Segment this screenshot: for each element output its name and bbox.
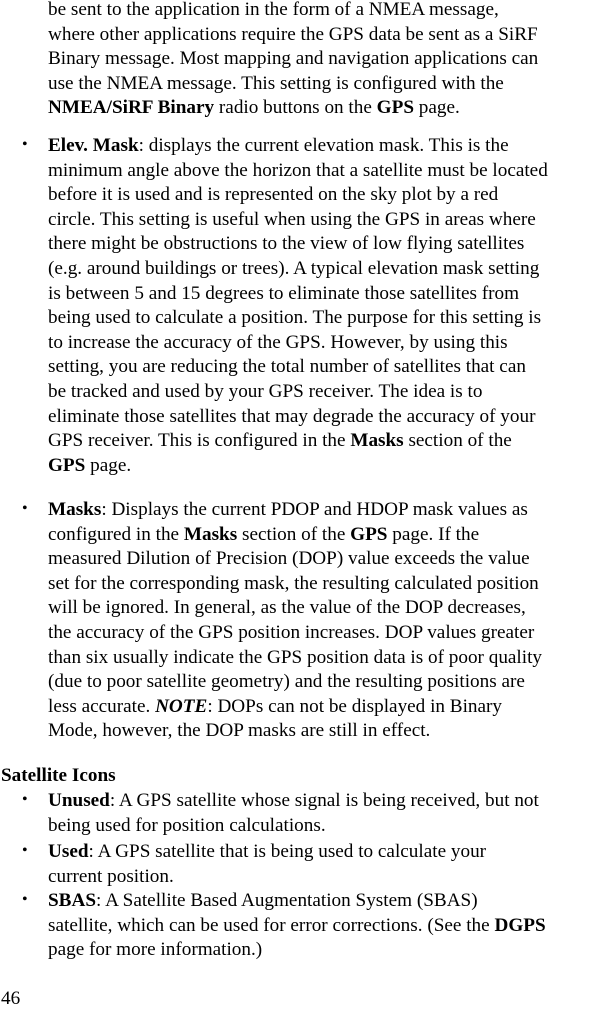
masks-term: Masks <box>48 499 102 520</box>
bullet-icon: • <box>22 500 28 517</box>
used-line: current position. <box>48 865 174 887</box>
gps-term: GPS <box>48 454 86 476</box>
intro-line: be sent to the application in the form of a NMEA message, <box>48 0 499 20</box>
elev-line: be tracked and used by your GPS receiver. The idea is to <box>48 380 483 402</box>
elev-line: (e.g. around buildings or trees). A typical elevation mask setting <box>48 257 540 279</box>
masks-line: the accuracy of the GPS position increases. DOP values greater <box>48 621 535 643</box>
intro-line: Binary message. Most mapping and navigation applications can <box>48 48 539 70</box>
intro-line: where other applications require the GPS data be sent as a SiRF <box>48 23 538 45</box>
elev-line: is between 5 and 15 degrees to eliminate those satellites from <box>48 282 520 304</box>
elev-line: to increase the accuracy of the GPS. However, by using this <box>48 331 508 353</box>
nmea-sirf-term: NMEA/SiRF Binary <box>48 97 215 119</box>
masks-line: than six usually indicate the GPS position data is of poor quality <box>48 646 543 668</box>
unused-item: Unused: A GPS satellite whose signal is being received, but not being used for position calculations. <box>48 789 616 838</box>
elev-mask-term: Elev. Mask <box>48 135 139 156</box>
masks-term: Masks <box>183 523 238 545</box>
used-item: Used: A GPS satellite that is being used to calculate your current position. <box>48 840 616 889</box>
sbas-term: SBAS <box>48 890 96 911</box>
elev-mask-item: Elev. Mask: displays the current elevation mask. This is the minimum angle above the horizon that a satellite must be located before it is used and is represented on the sky plot by a red circle. This setting is useful when using the GPS in areas where there might be obstructions to the view of low flying satellites (e.g. around buildings or trees). A typical elevation mask setting is between 5 and 15 degrees to eliminate those satellites from being used to calculate a position. The purpose for this setting is to increase the accuracy of the GPS. However, by using this setting, you are reducing the total number of satellites that can be tracked and used by your GPS receiver. The idea is to eliminate those satellites that may degrade the accuracy of your GPS receiver. This is configured in the Masks section of the GPS page. <box>48 134 616 478</box>
masks-line: set for the corresponding mask, the resulting calculated position <box>48 572 539 594</box>
masks-term: Masks <box>350 430 404 452</box>
elev-line: minimum angle above the horizon that a satellite must be located <box>48 159 548 181</box>
bullet-icon: • <box>22 891 28 908</box>
gps-term: GPS <box>376 97 414 119</box>
bullet-icon: • <box>22 791 28 808</box>
masks-line: (due to poor satellite geometry) and the resulting positions are <box>48 671 525 693</box>
elev-line: there might be obstructions to the view of low flying satellites <box>48 233 525 255</box>
elev-line: setting, you are reducing the total number of satellites that can <box>48 356 526 378</box>
masks-item: Masks: Displays the current PDOP and HDOP mask values as configured in the Masks section of the GPS page. If the measured Dilution of Precision (DOP) value exceeds the value set for the corresponding mask, the resulting calculated position will be ignored. In general, as the value of the DOP decreases, the accuracy of the GPS position increases. DOP values greater than six usually indicate the GPS position data is of poor quality (due to poor satellite geometry) and the resulting positions are less accurate. NOTE: DOPs can not be displayed in Binary Mode, however, the DOP masks are still in effect. <box>48 498 616 744</box>
unused-line: being used for position calculations. <box>48 814 326 836</box>
unused-term: Unused <box>48 790 110 811</box>
used-term: Used <box>48 841 89 862</box>
sbas-line: page for more information.) <box>48 939 263 961</box>
masks-line: Mode, however, the DOP masks are still in effect. <box>48 720 431 742</box>
note-label: NOTE <box>155 695 208 717</box>
dgps-term: DGPS <box>494 914 546 936</box>
elev-line: being used to calculate a position. The purpose for this setting is <box>48 307 542 329</box>
intro-paragraph <box>48 0 616 121</box>
bullet-icon: • <box>22 136 28 153</box>
elev-line: eliminate those satellites that may degrade the accuracy of your <box>48 405 536 427</box>
bullet-icon: • <box>22 842 28 859</box>
gps-term: GPS <box>350 523 388 545</box>
intro-line: use the NMEA message. This setting is configured with the <box>48 72 504 94</box>
masks-line: measured Dilution of Precision (DOP) value exceeds the value <box>48 548 530 570</box>
elev-line: circle. This setting is useful when using the GPS in areas where <box>48 208 536 230</box>
page-number: 46 <box>1 988 21 1009</box>
elev-line: before it is used and is represented on the sky plot by a red <box>48 184 499 206</box>
intro-line: NMEA/SiRF Binary radio buttons on the GPS page. <box>48 97 460 119</box>
sbas-item: SBAS: A Satellite Based Augmentation System (SBAS) satellite, which can be used for error corrections. (See the DGPS page for more information.) <box>48 889 616 963</box>
masks-line: will be ignored. In general, as the value of the DOP decreases, <box>48 597 526 619</box>
satellite-icons-heading: Satellite Icons <box>1 765 116 786</box>
